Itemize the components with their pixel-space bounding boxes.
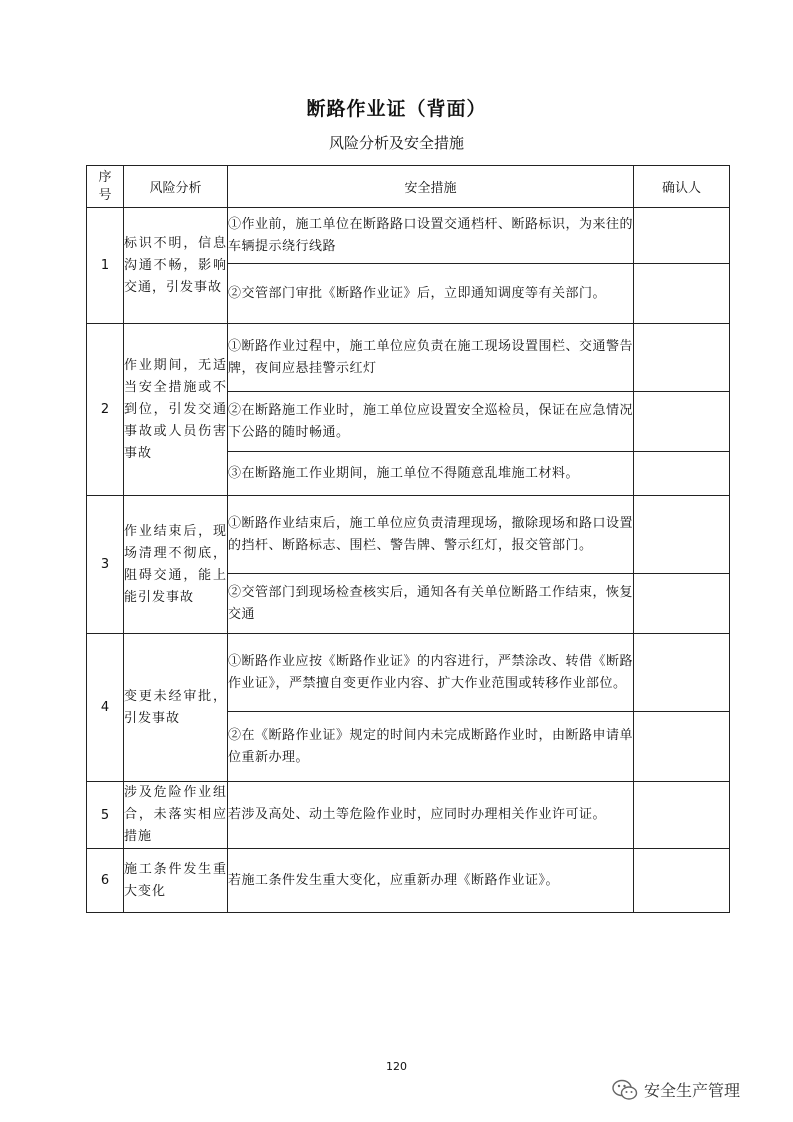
confirm-cell[interactable] — [634, 496, 730, 574]
document-subtitle: 风险分析及安全措施 — [328, 134, 464, 152]
measure-cell: ①断路作业过程中，施工单位应负责在施工现场设置围栏、交通警告牌，夜间应悬挂警示红灯 — [228, 324, 634, 392]
confirm-cell[interactable] — [634, 849, 730, 913]
confirm-cell[interactable] — [634, 574, 730, 634]
measure-cell: ①断路作业应按《断路作业证》的内容进行，严禁涂改、转借《断路作业证》，严禁擅自变更作业内容、扩大作业范围或转移作业部位。 — [228, 634, 634, 712]
confirm-cell[interactable] — [634, 208, 730, 264]
measure-cell: ②交管部门到现场检查核实后，通知各有关单位断路工作结束，恢复交通 — [228, 574, 634, 634]
table-row — [87, 496, 730, 574]
risk-cell: 作业结束后，现场清理不彻底，阻碍交通，能上能引发事故 — [124, 496, 228, 634]
risk-cell: 标识不明，信息沟通不畅，影响交通，引发事故 — [124, 208, 228, 324]
table-row — [87, 324, 730, 392]
measure-cell: ②在《断路作业证》规定的时间内未完成断路作业时，由断路申请单位重新办理。 — [228, 712, 634, 782]
row-no: 5 — [87, 782, 124, 849]
table-row — [87, 634, 730, 712]
table-header-row — [87, 166, 730, 208]
header-no: 序号 — [87, 166, 124, 208]
table-row — [87, 849, 730, 913]
measure-cell: 若涉及高处、动土等危险作业时，应同时办理相关作业许可证。 — [228, 782, 634, 849]
risk-cell: 施工条件发生重大变化 — [124, 849, 228, 913]
row-no: 2 — [87, 324, 124, 496]
confirm-cell[interactable] — [634, 452, 730, 496]
table-row — [87, 782, 730, 849]
header-measure: 安全措施 — [228, 166, 634, 208]
measure-cell: 若施工条件发生重大变化，应重新办理《断路作业证》。 — [228, 849, 634, 913]
confirm-cell[interactable] — [634, 712, 730, 782]
header-risk: 风险分析 — [124, 166, 228, 208]
measure-cell: ①作业前，施工单位在断路路口设置交通档杆、断路标识，为来往的车辆提示绕行线路 — [228, 208, 634, 264]
confirm-cell[interactable] — [634, 264, 730, 324]
measure-cell: ②交管部门审批《断路作业证》后，立即通知调度等有关部门。 — [228, 264, 634, 324]
confirm-cell[interactable] — [634, 392, 730, 452]
risk-measures-table — [86, 165, 730, 913]
row-no: 1 — [87, 208, 124, 324]
measure-cell: ②在断路施工作业时，施工单位应设置安全巡检员，保证在应急情况下公路的随时畅通。 — [228, 392, 634, 452]
confirm-cell[interactable] — [634, 634, 730, 712]
document-title: 断路作业证（背面） — [306, 98, 487, 120]
row-no: 4 — [87, 634, 124, 782]
confirm-cell[interactable] — [634, 782, 730, 849]
confirm-cell[interactable] — [634, 324, 730, 392]
measure-cell: ③在断路施工作业期间，施工单位不得随意乱堆施工材料。 — [228, 452, 634, 496]
row-no: 3 — [87, 496, 124, 634]
risk-cell: 涉及危险作业组合，未落实相应措施 — [124, 782, 228, 849]
wechat-icon — [612, 1079, 638, 1101]
risk-cell: 变更未经审批，引发事故 — [124, 634, 228, 782]
header-confirm: 确认人 — [634, 166, 730, 208]
watermark — [612, 1078, 740, 1101]
measure-cell: ①断路作业结束后，施工单位应负责清理现场，撤除现场和路口设置的挡杆、断路标志、围栏、警告牌、警示红灯，报交管部门。 — [228, 496, 634, 574]
table-row — [87, 208, 730, 264]
row-no: 6 — [87, 849, 124, 913]
risk-cell: 作业期间，无适当安全措施或不到位，引发交通事故或人员伤害事故 — [124, 324, 228, 496]
watermark-text: 安全生产管理 — [644, 1081, 741, 1100]
page-number: 120 — [386, 1060, 407, 1073]
